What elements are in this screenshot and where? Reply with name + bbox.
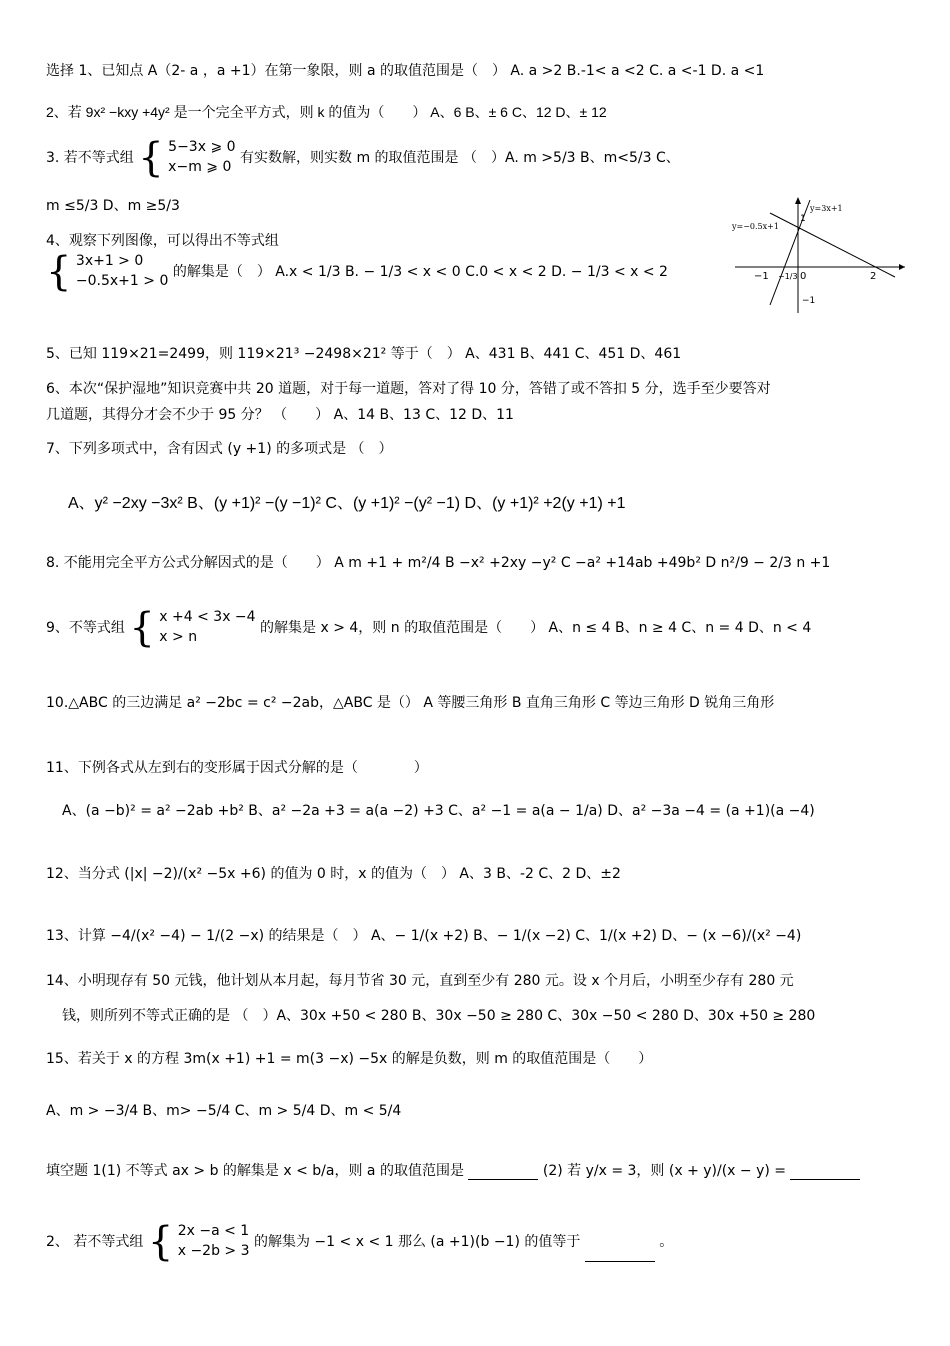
inequality-1: 5−3x ⩾ 0: [168, 139, 236, 156]
inequality-2: x −2b > 3: [177, 1243, 250, 1259]
answer-blank-2[interactable]: [790, 1179, 860, 1180]
tick-y-1: 1: [800, 214, 806, 224]
tick-2: 2: [870, 271, 877, 282]
question-10: 10.△ABC 的三边满足 a² −2bc = c² −2ab，△ABC 是（） A 等腰三角形 B 直角三角形 C 等边三角形 D 锐角三角形: [46, 695, 775, 711]
answer-blank-1[interactable]: [468, 1179, 538, 1180]
question-3-stem: 3. 若不等式组: [46, 150, 134, 166]
x-axis-arrow-icon: [899, 264, 905, 270]
fill-question-2-stem: 2、 若不等式组: [46, 1234, 144, 1250]
inequality-1: 3x+1 > 0: [75, 253, 144, 270]
inequality-system: [168, 138, 235, 177]
question-3: [46, 135, 910, 181]
tick-neg-third: −1/3: [778, 272, 798, 281]
fill-question-2: [46, 1219, 910, 1265]
question-14-line-1: 14、小明现存有 50 元钱，他计划从本月起，每月节省 30 元，直到至少有 280 元。设 x 个月后，小明至少存有 280 元: [46, 973, 794, 989]
question-8: 8. 不能用完全平方公式分解因式的是（ ） A m +1 + m²/4 B −x² +2xy −y² C −a² +14ab +49b² D n²/9 − 2/3 n +1: [46, 555, 831, 571]
question-9-stem: 9、不等式组: [46, 620, 125, 636]
question-13: 13、计算 −4/(x² −4) − 1/(2 −x) 的结果是（ ） A、− 1/(x +2) B、− 1/(x −2) C、1/(x +2) D、− (x −6)/(x² −4): [46, 928, 802, 944]
question-4-stem: 4、观察下列图像，可以得出不等式组: [46, 233, 279, 249]
inequality-system: [76, 252, 168, 291]
question-15: 15、若关于 x 的方程 3m(x +1) +1 = m(3 −x) −5x 的解是负数，则 m 的取值范围是（ ）: [46, 1051, 653, 1067]
tick-y-neg1: −1: [802, 296, 816, 306]
question-5: 5、已知 119×21=2499，则 119×21³ −2498×21² 等于（ ） A、431 B、441 C、451 D、461: [46, 346, 682, 362]
fill-question-2-body: 的解集为 −1 < x < 1 那么 (a +1)(b −1) 的值等于: [253, 1234, 581, 1250]
inequality-2: −0.5x+1 > 0: [75, 273, 169, 289]
question-14-line-2: 钱，则所列不等式正确的是 （ ）A、30x +50 < 280 B、30x −50 ≥ 280 C、30x −50 < 280 D、30x +50 ≥ 280: [62, 1008, 816, 1024]
question-2: 2、若 9x² −kxy +4y² 是一个完全平方式，则 k 的值为（ ） A、6 B、± 6 C、12 D、± 12: [46, 104, 607, 120]
y-axis-arrow-icon: [795, 197, 801, 204]
tick-neg1: −1: [754, 271, 769, 282]
question-4-options: 的解集是（ ） A.x < 1/3 B. − 1/3 < x < 0 C.0 < x < 2 D. − 1/3 < x < 2: [172, 264, 668, 280]
question-6-line-1: 6、本次“保护湿地”知识竞赛中共 20 道题，对于每一道题，答对了得 10 分，答错了或不答扣 5 分，选手至少要答对: [46, 381, 771, 397]
brace-icon: {: [46, 249, 72, 295]
brace-icon: {: [138, 135, 164, 181]
inequality-2: x > n: [159, 629, 198, 645]
question-12: 12、当分式 (|x| −2)/(x² −5x +6) 的值为 0 时，x 的值为（ ） A、3 B、-2 C、2 D、±2: [46, 866, 621, 882]
inequality-system: [178, 1222, 250, 1261]
label-line-2: y=−0.5x+1: [732, 222, 779, 231]
fill-question-1: [46, 1160, 910, 1180]
function-graph: [730, 195, 910, 315]
question-11-options: A、(a −b)² = a² −2ab +b² B、a² −2a +3 = a(a −2) +3 C、a² −1 = a(a − 1/a) D、a² −3a −4 = (a +1)(a −4): [62, 803, 815, 819]
question-9-options: 的解集是 x > 4，则 n 的取值范围是（ ） A、n ≤ 4 B、n ≥ 4 C、n = 4 D、n < 4: [260, 620, 812, 636]
question-15-options: A、m > −3/4 B、m> −5/4 C、m > 5/4 D、m < 5/4: [46, 1103, 402, 1119]
inequality-2: x−m ⩾ 0: [168, 159, 232, 175]
question-1: 选择 1、已知点 A（2- a ，a +1）在第一象限，则 a 的取值范围是（ ） A. a >2 B.-1< a <2 C. a <-1 D. a <1: [46, 63, 765, 79]
question-3-options: 有实数解，则实数 m 的取值范围是 （ ）A. m >5/3 B、m<5/3 C、: [240, 150, 680, 166]
inequality-system: [159, 608, 255, 647]
answer-blank-3[interactable]: [585, 1261, 655, 1262]
question-7: 7、下列多项式中，含有因式 (y +1) 的多项式是 （ ）: [46, 441, 393, 457]
inequality-1: 2x −a < 1: [177, 1223, 250, 1240]
question-6-line-2: 几道题，其得分才会不少于 95 分？ （ ） A、14 B、13 C、12 D、11: [46, 407, 514, 423]
question-7-options: A、y² −2xy −3x² B、(y +1)² −(y −1)² C、(y +1)² −(y² −1) D、(y +1)² +2(y +1) +1: [68, 495, 626, 512]
fill-question-1-part-2: (2) 若 y/x = 3，则 (x + y)/(x − y) =: [542, 1163, 787, 1179]
label-line-1: y=3x+1: [810, 204, 843, 213]
fill-question-2-end: 。: [659, 1234, 674, 1250]
brace-icon: {: [129, 605, 155, 651]
fill-question-1-part-1: 填空题 1(1) 不等式 ax > b 的解集是 x < b/a，则 a 的取值范围是: [46, 1163, 464, 1179]
question-3-options-cont: m ≤5/3 D、m ≥5/3: [46, 198, 180, 214]
question-11: 11、下例各式从左到右的变形属于因式分解的是（ ）: [46, 760, 428, 776]
inequality-1: x +4 < 3x −4: [159, 609, 256, 626]
question-9: [46, 605, 910, 651]
brace-icon: {: [147, 1219, 174, 1265]
tick-origin: 0: [800, 271, 807, 282]
